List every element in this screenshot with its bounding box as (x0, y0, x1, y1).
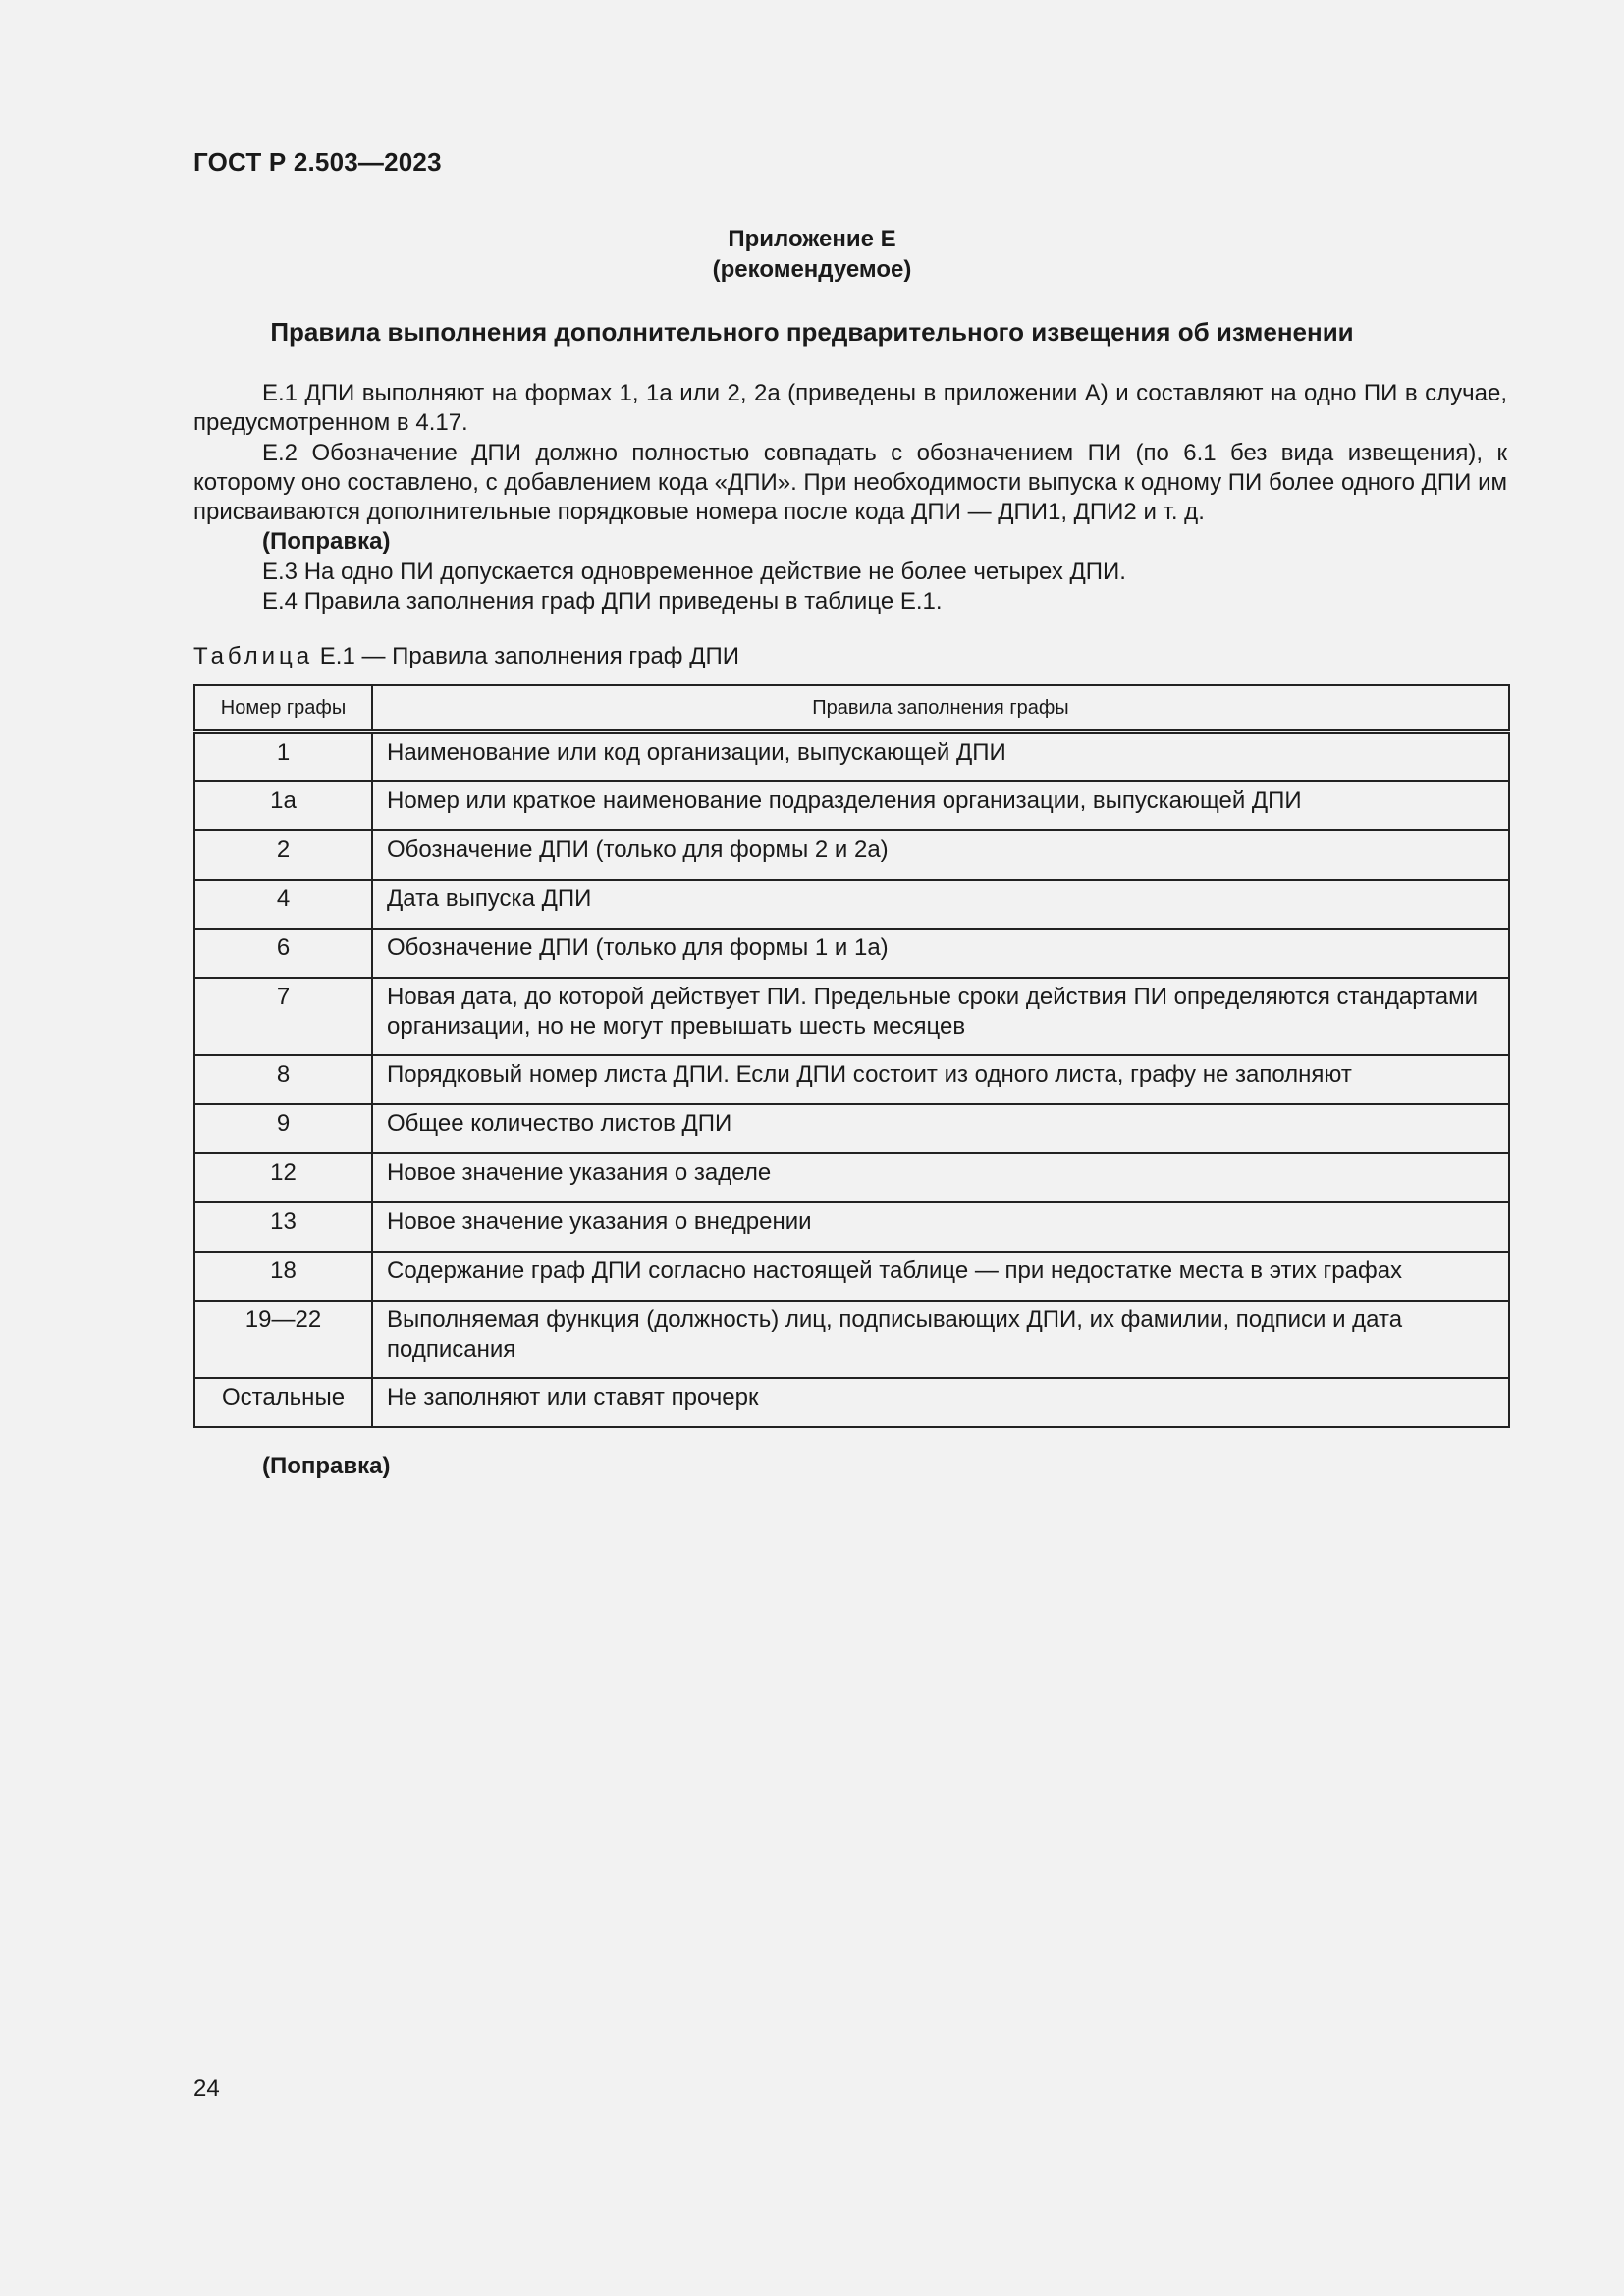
document-code-header: ГОСТ Р 2.503—2023 (193, 147, 442, 177)
column-number-cell: 9 (194, 1104, 372, 1153)
table-row (194, 1252, 1509, 1301)
rule-cell: Обозначение ДПИ (только для формы 1 и 1а) (372, 929, 1509, 978)
column-number-cell: 1 (194, 732, 372, 781)
table-row (194, 880, 1509, 929)
section-title-text: Правила выполнения дополнительного предварительного извещения об изменении (270, 317, 1354, 347)
column-number-cell: 2 (194, 830, 372, 880)
rule-cell: Обозначение ДПИ (только для формы 2 и 2а) (372, 830, 1509, 880)
column-number-cell: 8 (194, 1055, 372, 1104)
rules-table (193, 684, 1510, 1428)
rule-cell: Не заполняют или ставят прочерк (372, 1378, 1509, 1427)
rule-cell: Номер или краткое наименование подразделения организации, выпускающей ДПИ (372, 781, 1509, 830)
column-number-cell: 18 (194, 1252, 372, 1301)
column-number-cell: 6 (194, 929, 372, 978)
table-row (194, 1378, 1509, 1427)
appendix-status: (рекомендуемое) (712, 256, 912, 283)
rule-cell: Новое значение указания о внедрении (372, 1202, 1509, 1252)
column-number-cell: 1а (194, 781, 372, 830)
table-row (194, 1104, 1509, 1153)
body-text (193, 379, 1507, 616)
rule-cell: Новое значение указания о заделе (372, 1153, 1509, 1202)
table-row (194, 781, 1509, 830)
column-number-cell: 12 (194, 1153, 372, 1202)
table-caption-label: Таблица (193, 643, 314, 669)
table-row (194, 830, 1509, 880)
column-number-cell: 7 (194, 978, 372, 1055)
rule-cell: Наименование или код организации, выпускающей ДПИ (372, 732, 1509, 781)
rule-cell: Общее количество листов ДПИ (372, 1104, 1509, 1153)
amendment-note: (Поправка) (262, 528, 391, 556)
table-row (194, 1055, 1509, 1104)
header-column-number: Номер графы (194, 685, 372, 732)
rule-cell: Содержание граф ДПИ согласно настоящей таблице — при недостатке места в этих графах (372, 1252, 1509, 1301)
paragraph-e2: Е.2 Обозначение ДПИ должно полностью совпадать с обозначением ПИ (по 6.1 без вида извещения), к которому оно составлено, с добавлением кода «ДПИ». При необходимости выпуска к одному ПИ более одного ДПИ им присваиваются дополнительные порядковые номера после кода ДПИ — ДПИ1, ДПИ2 и т. д. (193, 439, 1507, 526)
table-amendment-note: (Поправка) (262, 1453, 391, 1479)
section-title (0, 317, 1624, 347)
paragraph-e3: Е.3 На одно ПИ допускается одновременное действие не более четырех ДПИ. (262, 558, 1126, 585)
table-row (194, 929, 1509, 978)
table-header-row (194, 685, 1509, 732)
rule-cell: Порядковый номер листа ДПИ. Если ДПИ состоит из одного листа, графу не заполняют (372, 1055, 1509, 1104)
column-number-cell: 4 (194, 880, 372, 929)
paragraph-e1: Е.1 ДПИ выполняют на формах 1, 1а или 2, 2а (приведены в приложении А) и составляют на одно ПИ в случае, предусмотренном в 4.17. (193, 380, 1507, 437)
column-number-cell: Остальные (194, 1378, 372, 1427)
appendix-title: Приложение Е (728, 226, 896, 252)
table-row (194, 1301, 1509, 1378)
table-row (194, 1153, 1509, 1202)
rule-cell: Дата выпуска ДПИ (372, 880, 1509, 929)
table-row (194, 1202, 1509, 1252)
table-caption (193, 643, 739, 670)
paragraph-e4: Е.4 Правила заполнения граф ДПИ приведены в таблице Е.1. (262, 588, 943, 615)
rule-cell: Новая дата, до которой действует ПИ. Предельные сроки действия ПИ определяются стандартами организации, но не могут превышать шесть месяцев (372, 978, 1509, 1055)
page-number: 24 (193, 2075, 220, 2102)
rule-cell: Выполняемая функция (должность) лиц, подписывающих ДПИ, их фамилии, подписи и дата подписания (372, 1301, 1509, 1378)
table-caption-text: Е.1 — Правила заполнения граф ДПИ (319, 643, 739, 669)
column-number-cell: 13 (194, 1202, 372, 1252)
table-row (194, 978, 1509, 1055)
column-number-cell: 19—22 (194, 1301, 372, 1378)
table-row (194, 732, 1509, 781)
header-column-rules: Правила заполнения графы (372, 685, 1509, 732)
appendix-heading (0, 224, 1624, 285)
